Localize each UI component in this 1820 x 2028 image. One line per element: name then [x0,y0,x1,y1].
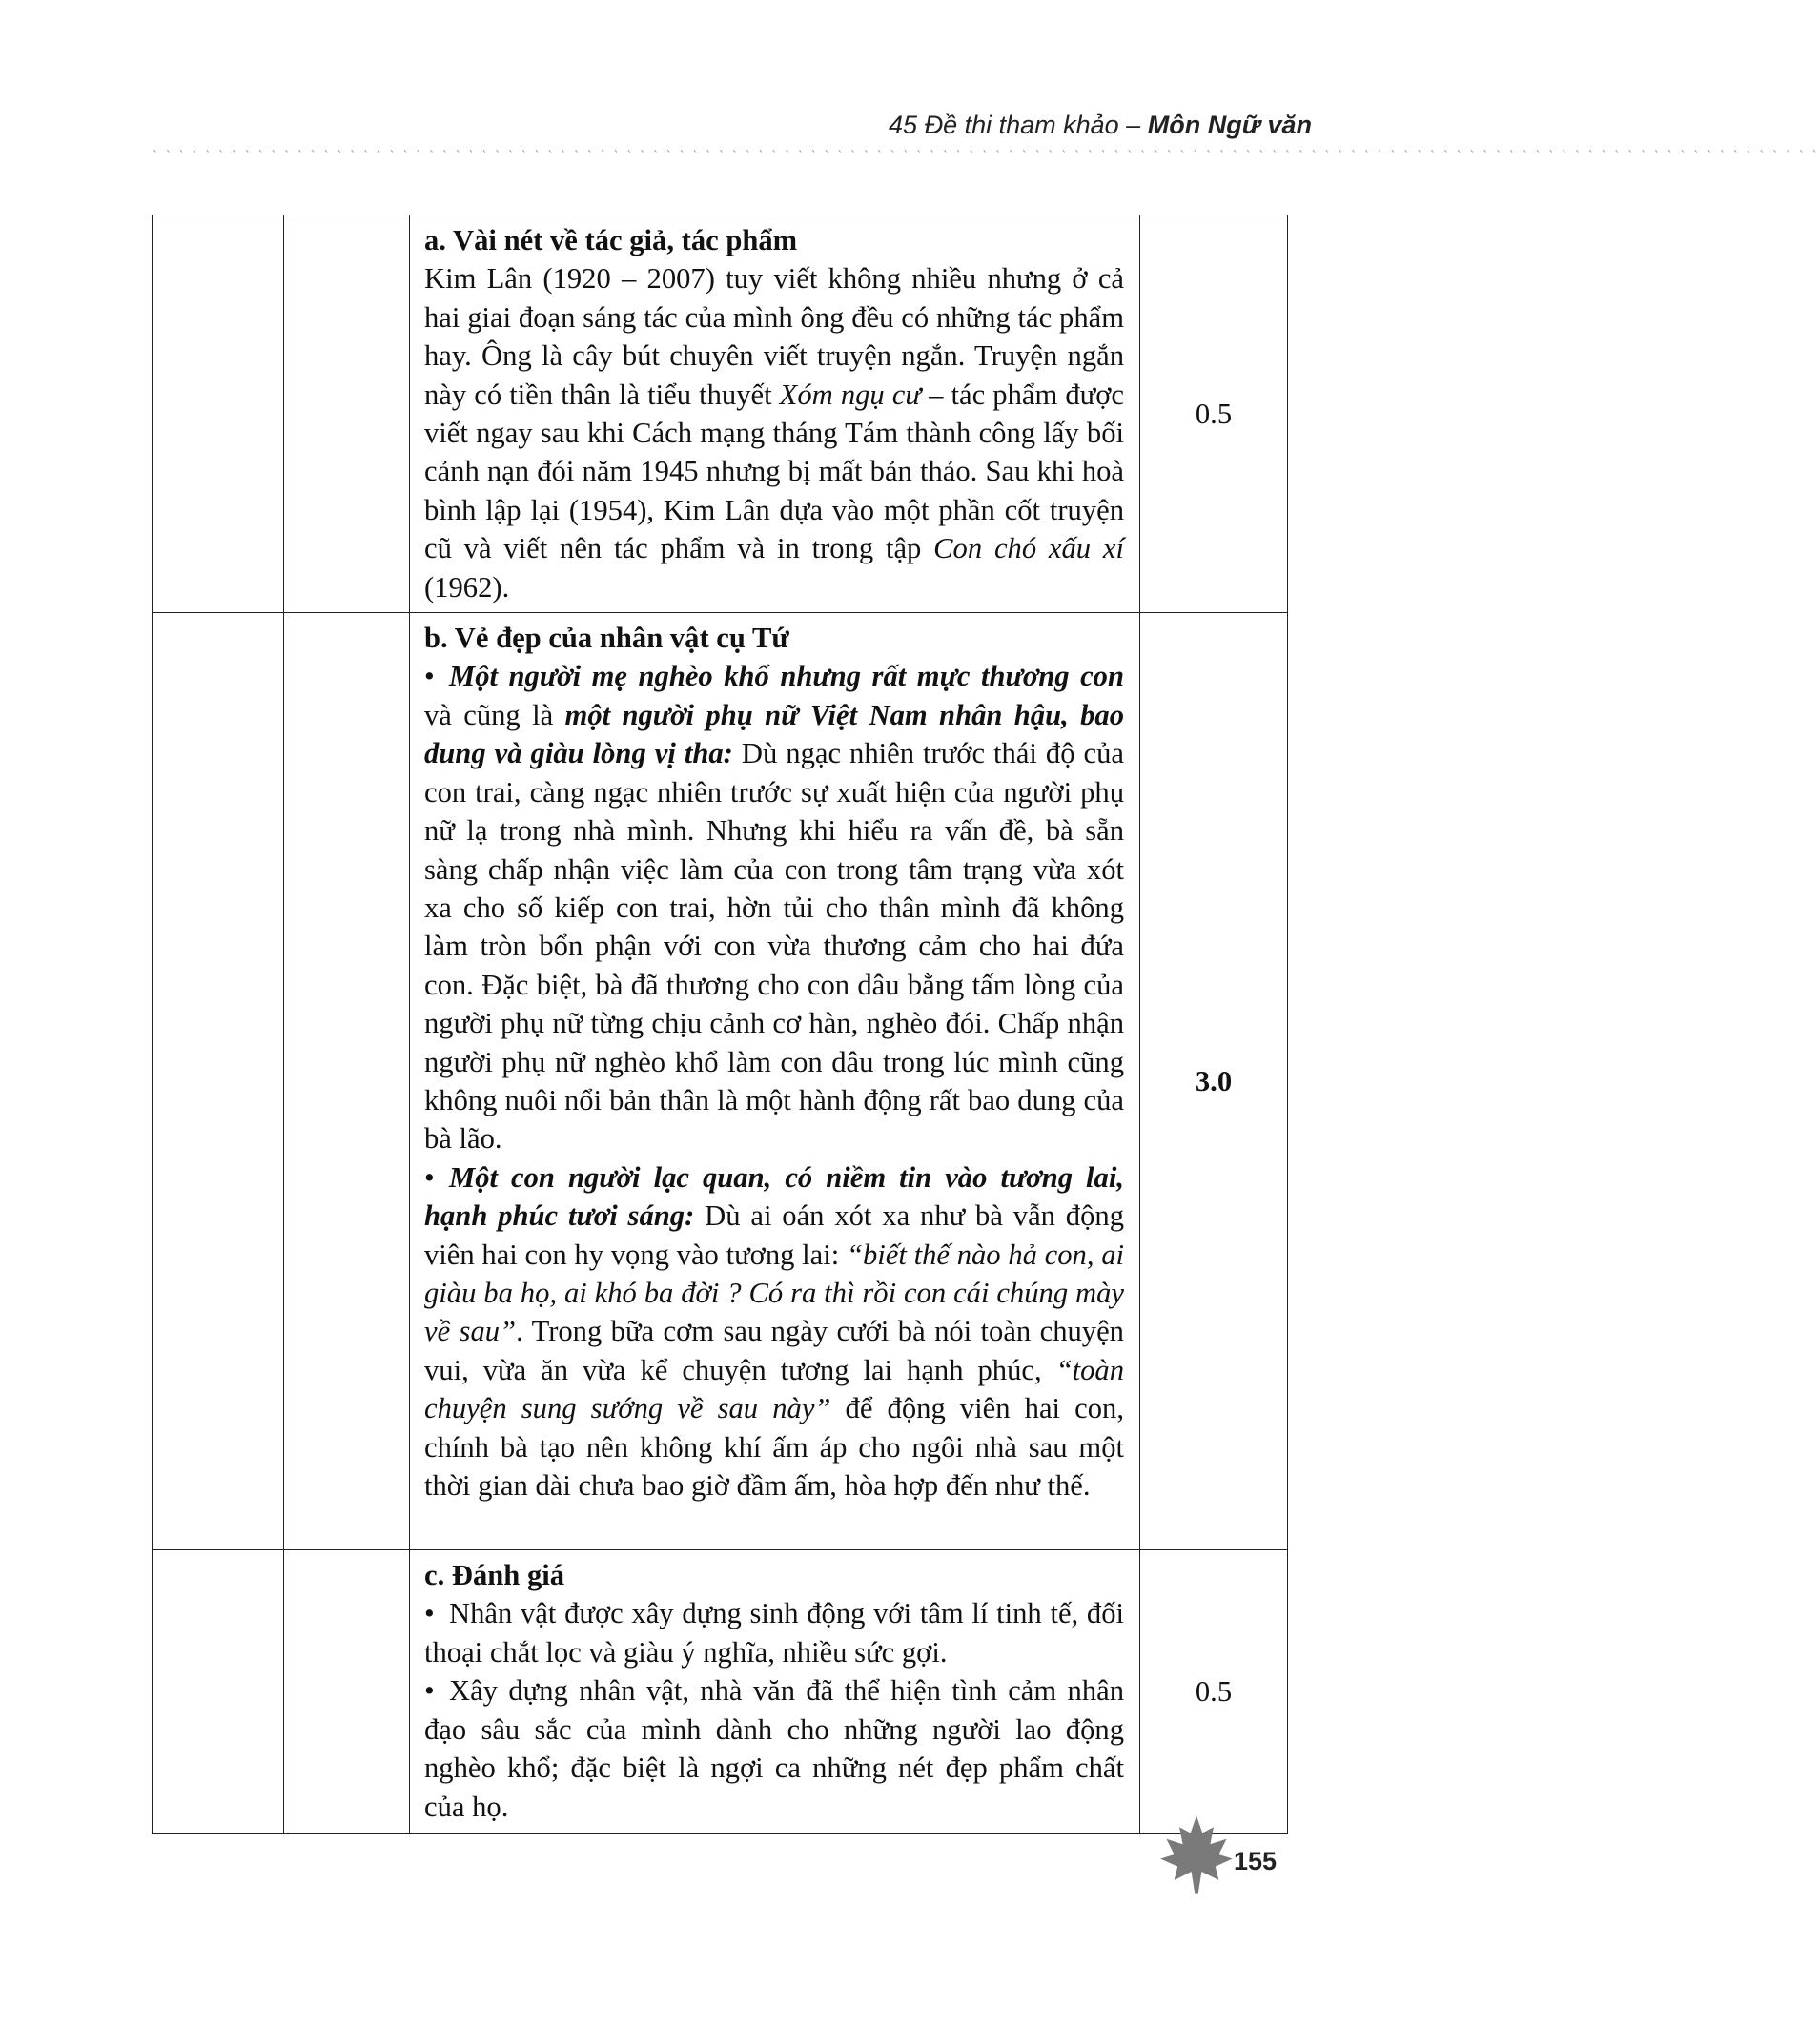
content-cell [410,1550,1140,1834]
text-run-bold-italic: Một con người lạc quan, có niềm tin vào tương lai, hạnh phúc tươi sáng: [424,1160,1124,1233]
page-number: 155 [1234,1847,1278,1875]
cell-empty [284,1550,410,1834]
table-row [153,1550,1288,1834]
section-title-c: c. Đánh giá [424,1559,565,1592]
content-cell [410,613,1140,1550]
bullet-icon: • [424,660,435,693]
text-run: . Trong bữa cơm sau ngày cưới bà nói toàn chuyện vui, vừa ăn vừa kể chuyện tương lai hạnh phúc, [424,1315,1124,1386]
cell-empty [284,613,410,1550]
bullet-item [424,657,1124,1157]
text-run: Xây dựng nhân vật, nhà văn đã thể hiện tình cảm nhân đạo sâu sắc của mình dành cho những người lao động nghèo khổ; đặc biệt là ngợi ca những nét đẹp phẩm chất của họ. [424,1674,1124,1823]
score-cell: 0.5 [1140,1550,1288,1834]
text-run: – tác phẩm được viết ngay sau khi Cách mạng tháng Tám thành công lấy bối cảnh nạn đói năm 1945 nhưng bị mất bản thảo. Sau khi hoà bình lập lại (1954), Kim Lân dựa vào một phần cốt truyện cũ và viết nên tác phẩm và in trong tập [424,378,1125,565]
text-run: Kim Lân (1920 – 2007) tuy viết không nhiều nhưng ở cả hai giai đoạn sáng tác của mình ông đều có những tác phẩm hay. Ông là cây bút chuyên viết truyện ngắn. Truyện ngắn này có tiền thân là tiểu thuyết [424,262,1124,411]
text-run: và cũng là [424,698,565,731]
text-run-italic: Con chó xấu xí [933,532,1124,565]
header-title-italic: 45 Đề thi tham khảo – [889,111,1141,139]
bullet-icon: • [424,1597,435,1630]
bullet-item [424,1158,1124,1506]
cell-empty [153,1550,284,1834]
quote-italic: “biết thế nào hả con, ai giàu ba họ, ai khó ba đời ? Có ra thì rồi con cái chúng mày về sau” [424,1238,1124,1348]
text-run: để động viên hai con, chính bà tạo nên không khí ấm áp cho ngôi nhà sau một thời gian dài chưa bao giờ đầm ấm, hòa hợp đến như thế. [424,1392,1124,1502]
maple-leaf-icon [1154,1812,1239,1897]
running-header [153,111,1312,140]
bullet-item [424,1671,1124,1826]
table-row [153,215,1288,613]
section-a-paragraph [424,259,1124,606]
text-run-bold-italic: một người phụ nữ Việt Nam nhân hậu, bao dung và giàu lòng vị tha: [424,698,1124,770]
section-title-b: b. Vẻ đẹp của nhân vật cụ Tứ [424,622,789,655]
text-run-italic: Xóm ngụ cư [779,378,922,411]
text-run: (1962). [424,570,510,604]
answer-table [152,215,1288,1834]
text-run: Nhân vật được xây dựng sinh động với tâm lí tinh tế, đối thoại chắt lọc và giàu ý nghĩa, nhiều sức gợi. [424,1597,1124,1669]
score-cell: 3.0 [1140,613,1288,1550]
text-run: Dù ngạc nhiên trước thái độ của con trai, càng ngạc nhiên trước sự xuất hiện của người phụ nữ lạ trong nhà mình. Nhưng khi hiểu ra vấn đề, bà sẵn sàng chấp nhận việc làm của con trong tâm trạng vừa xót xa cho số kiếp con trai, hờn tủi cho thân mình đã không làm tròn bổn phận với con vừa thương cảm cho hai đứa con. Đặc biệt, bà đã thương cho con dâu bằng tấm lòng của người phụ nữ từng chịu cảnh cơ hàn, nghèo đói. Chấp nhận người phụ nữ nghèo khổ làm con dâu trong lúc mình cũng không nuôi nổi bản thân là một hành động rất bao dung của bà lão. [424,737,1124,1156]
bullet-item [424,1594,1124,1671]
text-run-bold-italic: Một người mẹ nghèo khổ nhưng rất mực thương con [449,660,1124,693]
score-cell: 0.5 [1140,215,1288,613]
section-title-a: a. Vài nét về tác giả, tác phẩm [424,224,798,256]
bullet-icon: • [424,1160,435,1194]
cell-empty [284,215,410,613]
header-title-bold: Môn Ngữ văn [1147,111,1312,139]
table-row [153,613,1288,1550]
cell-empty [153,613,284,1550]
bullet-icon: • [424,1674,435,1708]
content-cell [410,215,1140,613]
quote-italic: “toàn chuyện sung sướng về sau này” [424,1353,1124,1425]
header-dotted-rule: ` ` ` ` ` ` ` ` ` ` ` ` ` ` ` ` ` ` ` ` ` ` ` ` ` ` ` ` ` ` ` ` ` ` ` ` ` ` ` ` ` ` ` ` ` ` ` ` ` ` ` ` ` ` ` ` ` ` ` ` ` ` ` ` ` ` ` ` ` ` ` ` ` ` ` ` ` ` ` ` ` ` ` ` ` ` ` ` ` ` ` ` ` ` ` ` ` ` ` ` ` ` ` ` ` ` ` ` ` ` ` ` ` ` ` ` ` ` ` ` ` ` ` ` ` ` ` [153,149,1820,162]
text-run: Dù ai oán xót xa như bà vẫn động viên hai con hy vọng vào tương lai: [424,1199,1124,1271]
cell-empty [153,215,284,613]
